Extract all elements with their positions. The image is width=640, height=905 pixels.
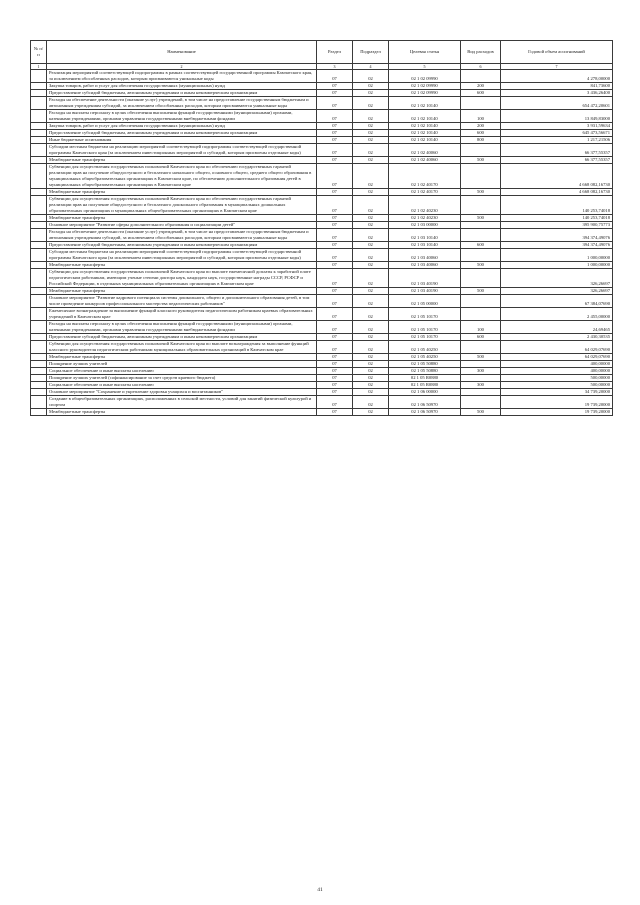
row-number-cell bbox=[31, 308, 47, 321]
page-number: 41 bbox=[317, 887, 323, 893]
row-sum-cell: 500,00000 bbox=[501, 382, 613, 389]
row-podrazdel-cell: 02 bbox=[353, 137, 389, 144]
row-razdel-cell: 07 bbox=[317, 368, 353, 375]
row-name-cell: Предоставление субсидий бюджетным, автономным учреждениям и иным некоммерческим организациям bbox=[47, 130, 317, 137]
row-target-article-cell: 02 1 05 10170 bbox=[389, 334, 461, 341]
row-expense-type-cell bbox=[461, 70, 501, 83]
row-podrazdel-cell: 02 bbox=[353, 396, 389, 409]
header-annual-sum: Годовой объем ассигнований bbox=[501, 41, 613, 64]
row-name-cell: Поощрение лучших учителей bbox=[47, 361, 317, 368]
row-expense-type-cell: 500 bbox=[461, 288, 501, 295]
row-expense-type-cell: 300 bbox=[461, 368, 501, 375]
row-number-cell bbox=[31, 83, 47, 90]
row-name-cell: Субвенции для осуществления государственных полномочий Камчатского края по обеспечению государственных гарантий реализации прав на получение общедоступного и бесплатного начального общего, основного общего, среднего общего образования в муниципальных общеобразовательных организациях в Камчатском крае, по обеспечению дополнительного образования детей в муниципальных общеобразовательных организациях в Камчатском крае bbox=[47, 164, 317, 189]
row-name-cell: Реализация мероприятий соответствующей подпрограммы в рамках соответствующей государственной программы Камчатского края, за исключением обособленных расходов, которым присваиваются уникальные коды bbox=[47, 70, 317, 83]
row-number-cell bbox=[31, 222, 47, 229]
row-target-article-cell: 02 1 03 40190 bbox=[389, 288, 461, 295]
table-row bbox=[31, 137, 613, 144]
row-sum-cell: 66 377,55357 bbox=[501, 157, 613, 164]
row-sum-cell: 2 455,00000 bbox=[501, 308, 613, 321]
row-target-article-cell: 02 1 03 10140 bbox=[389, 242, 461, 249]
row-number-cell bbox=[31, 130, 47, 137]
row-razdel-cell: 07 bbox=[317, 70, 353, 83]
row-name-cell: Основное мероприятие "Развитие кадрового потенциала системы дошкольного, общего и дополнительного образования детей, в том числе проведение конкурсов профессионального мастерства педагогических работников" bbox=[47, 295, 317, 308]
table-row bbox=[31, 144, 613, 157]
row-sum-cell: 34 739,20000 bbox=[501, 389, 613, 396]
header-name: Наименование bbox=[47, 41, 317, 64]
header-podrazdel: Подраздел bbox=[353, 41, 389, 64]
row-number-cell bbox=[31, 144, 47, 157]
column-index: 2 bbox=[47, 64, 317, 70]
row-target-article-cell: 02 1 05 R0880 bbox=[389, 375, 461, 382]
row-target-article-cell: 02 1 02 09990 bbox=[389, 70, 461, 83]
row-expense-type-cell bbox=[461, 144, 501, 157]
row-expense-type-cell: 600 bbox=[461, 334, 501, 341]
row-name-cell: Межбюджетные трансферты bbox=[47, 409, 317, 416]
row-number-cell bbox=[31, 396, 47, 409]
table-row bbox=[31, 189, 613, 196]
table-row bbox=[31, 229, 613, 242]
row-name-cell: Иные бюджетные ассигнования bbox=[47, 137, 317, 144]
table-row bbox=[31, 389, 613, 396]
row-podrazdel-cell: 02 bbox=[353, 334, 389, 341]
table-row bbox=[31, 288, 613, 295]
row-expense-type-cell bbox=[461, 229, 501, 242]
row-podrazdel-cell: 02 bbox=[353, 123, 389, 130]
column-index: 6 bbox=[461, 64, 501, 70]
row-name-cell: Предоставление субсидий бюджетным, автономным учреждениям и иным некоммерческим организациям bbox=[47, 334, 317, 341]
row-expense-type-cell: 600 bbox=[461, 90, 501, 97]
row-podrazdel-cell: 02 bbox=[353, 382, 389, 389]
row-number-cell bbox=[31, 110, 47, 123]
row-podrazdel-cell: 02 bbox=[353, 97, 389, 110]
row-number-cell bbox=[31, 389, 47, 396]
row-razdel-cell: 07 bbox=[317, 83, 353, 90]
row-sum-cell: 1 000,00000 bbox=[501, 249, 613, 262]
row-expense-type-cell bbox=[461, 269, 501, 288]
row-number-cell bbox=[31, 321, 47, 334]
row-expense-type-cell bbox=[461, 164, 501, 189]
table-row bbox=[31, 341, 613, 354]
row-razdel-cell: 07 bbox=[317, 409, 353, 416]
row-name-cell: Расходы на обеспечение деятельности (оказание услуг) учреждений, в том числе на предоставление государственным бюджетным и автономным учреждениям субсидий, за исключением обособленных расходов, которым присваиваются уникальные коды bbox=[47, 229, 317, 242]
table-row bbox=[31, 97, 613, 110]
row-razdel-cell: 07 bbox=[317, 157, 353, 164]
row-target-article-cell: 02 1 02 10140 bbox=[389, 97, 461, 110]
row-sum-cell: 1 000,00000 bbox=[501, 262, 613, 269]
row-expense-type-cell bbox=[461, 396, 501, 409]
table-row bbox=[31, 409, 613, 416]
table-row bbox=[31, 382, 613, 389]
row-target-article-cell: 02 1 05 10170 bbox=[389, 321, 461, 334]
row-target-article-cell: 02 1 02 40170 bbox=[389, 164, 461, 189]
row-razdel-cell: 07 bbox=[317, 137, 353, 144]
row-podrazdel-cell: 02 bbox=[353, 368, 389, 375]
row-razdel-cell: 07 bbox=[317, 249, 353, 262]
row-name-cell: Предоставление субсидий бюджетным, автономным учреждениям и иным некоммерческим организациям bbox=[47, 90, 317, 97]
row-number-cell bbox=[31, 354, 47, 361]
row-razdel-cell: 07 bbox=[317, 389, 353, 396]
table-row bbox=[31, 110, 613, 123]
row-podrazdel-cell: 02 bbox=[353, 144, 389, 157]
table-body bbox=[31, 70, 613, 416]
row-expense-type-cell: 600 bbox=[461, 130, 501, 137]
row-podrazdel-cell: 02 bbox=[353, 269, 389, 288]
row-razdel-cell: 07 bbox=[317, 375, 353, 382]
row-number-cell bbox=[31, 409, 47, 416]
row-expense-type-cell: 500 bbox=[461, 409, 501, 416]
table-header bbox=[31, 41, 613, 70]
row-expense-type-cell: 800 bbox=[461, 137, 501, 144]
column-index: 4 bbox=[353, 64, 389, 70]
table-row bbox=[31, 308, 613, 321]
row-number-cell bbox=[31, 123, 47, 130]
row-razdel-cell: 07 bbox=[317, 341, 353, 354]
row-sum-cell: 400,00000 bbox=[501, 361, 613, 368]
row-target-article-cell: 02 1 02 09990 bbox=[389, 83, 461, 90]
row-expense-type-cell: 300 bbox=[461, 382, 501, 389]
table-row bbox=[31, 123, 613, 130]
row-target-article-cell: 02 1 02 10140 bbox=[389, 137, 461, 144]
row-sum-cell: 326,26697 bbox=[501, 288, 613, 295]
row-expense-type-cell bbox=[461, 295, 501, 308]
row-podrazdel-cell: 02 bbox=[353, 389, 389, 396]
row-expense-type-cell: 100 bbox=[461, 110, 501, 123]
row-razdel-cell: 07 bbox=[317, 164, 353, 189]
row-sum-cell: 66 377,55357 bbox=[501, 144, 613, 157]
row-sum-cell: 4 668 082,16730 bbox=[501, 189, 613, 196]
row-sum-cell: 645 473,56671 bbox=[501, 130, 613, 137]
row-expense-type-cell: 500 bbox=[461, 354, 501, 361]
column-index: 1 bbox=[31, 64, 47, 70]
header-target-article: Целевая статья bbox=[389, 41, 461, 64]
table-row bbox=[31, 269, 613, 288]
row-name-cell: Социальное обеспечение и иные выплаты населению bbox=[47, 368, 317, 375]
row-target-article-cell: 02 1 02 40230 bbox=[389, 196, 461, 215]
row-expense-type-cell: 500 bbox=[461, 215, 501, 222]
row-razdel-cell: 07 bbox=[317, 321, 353, 334]
row-name-cell: Межбюджетные трансферты bbox=[47, 288, 317, 295]
row-name-cell: Основное мероприятие "Развитие сферы дополнительного образования и социализации детей" bbox=[47, 222, 317, 229]
row-sum-cell: 500,00000 bbox=[501, 375, 613, 382]
table-row bbox=[31, 83, 613, 90]
row-target-article-cell: 02 1 03 40060 bbox=[389, 249, 461, 262]
row-razdel-cell: 07 bbox=[317, 189, 353, 196]
row-podrazdel-cell: 02 bbox=[353, 215, 389, 222]
column-index: 3 bbox=[317, 64, 353, 70]
row-razdel-cell: 07 bbox=[317, 144, 353, 157]
row-name-cell: Межбюджетные трансферты bbox=[47, 189, 317, 196]
row-razdel-cell: 07 bbox=[317, 229, 353, 242]
row-name-cell: Межбюджетные трансферты bbox=[47, 354, 317, 361]
row-expense-type-cell bbox=[461, 249, 501, 262]
row-number-cell bbox=[31, 157, 47, 164]
row-target-article-cell: 02 1 05 40250 bbox=[389, 341, 461, 354]
row-number-cell bbox=[31, 97, 47, 110]
row-number-cell bbox=[31, 215, 47, 222]
row-razdel-cell: 07 bbox=[317, 222, 353, 229]
table-row bbox=[31, 196, 613, 215]
row-podrazdel-cell: 02 bbox=[353, 110, 389, 123]
row-podrazdel-cell: 02 bbox=[353, 375, 389, 382]
row-sum-cell: 326,26697 bbox=[501, 269, 613, 288]
row-podrazdel-cell: 02 bbox=[353, 361, 389, 368]
row-target-article-cell: 02 1 02 40230 bbox=[389, 215, 461, 222]
table-row bbox=[31, 368, 613, 375]
row-number-cell bbox=[31, 262, 47, 269]
row-number-cell bbox=[31, 249, 47, 262]
row-sum-cell: 400,00000 bbox=[501, 368, 613, 375]
row-name-cell: Субсидии местным бюджетам на реализацию мероприятий соответствующей подпрограммы соответствующей государственной программы Камчатского края (за исключением инвестиционных мероприятий и субсидий, которым присвоены отдельные коды) bbox=[47, 144, 317, 157]
row-name-cell: Субвенции для осуществления государственных полномочий Камчатского края по выплате вознаграждения за выполнение функций классного руководителя педагогическим работникам муниципальных образовательных организаций в Камчатском крае bbox=[47, 341, 317, 354]
row-number-cell bbox=[31, 229, 47, 242]
table-row bbox=[31, 396, 613, 409]
row-number-cell bbox=[31, 334, 47, 341]
row-target-article-cell: 02 1 02 40170 bbox=[389, 189, 461, 196]
row-name-cell: Поощрение лучших учителей (софинансирование за счет средств краевого бюджета) bbox=[47, 375, 317, 382]
row-razdel-cell: 07 bbox=[317, 288, 353, 295]
row-podrazdel-cell: 02 bbox=[353, 354, 389, 361]
row-podrazdel-cell: 02 bbox=[353, 229, 389, 242]
row-razdel-cell: 07 bbox=[317, 110, 353, 123]
row-name-cell: Межбюджетные трансферты bbox=[47, 215, 317, 222]
budget-table bbox=[30, 40, 613, 416]
row-number-cell bbox=[31, 90, 47, 97]
row-number-cell bbox=[31, 295, 47, 308]
row-razdel-cell: 07 bbox=[317, 123, 353, 130]
table-row bbox=[31, 164, 613, 189]
row-name-cell: Закупка товаров, работ и услуг для обеспечения государственных (муниципальных) нужд bbox=[47, 83, 317, 90]
row-podrazdel-cell: 02 bbox=[353, 157, 389, 164]
row-sum-cell: 140 253,74018 bbox=[501, 215, 613, 222]
row-expense-type-cell bbox=[461, 222, 501, 229]
row-target-article-cell: 02 1 05 40250 bbox=[389, 354, 461, 361]
row-expense-type-cell bbox=[461, 196, 501, 215]
table-row bbox=[31, 242, 613, 249]
row-target-article-cell: 02 1 06 00000 bbox=[389, 389, 461, 396]
row-razdel-cell: 07 bbox=[317, 334, 353, 341]
row-name-cell: Субсидии местным бюджетам на реализацию мероприятий соответствующей подпрограммы соответствующей государственной программы Камчатского края (за исключением инвестиционных мероприятий и субсидий, которым присвоены отдельные коды) bbox=[47, 249, 317, 262]
row-podrazdel-cell: 02 bbox=[353, 409, 389, 416]
row-name-cell: Расходы на выплаты персоналу в целях обеспечения выполнения функций государственными (муниципальными) органами, казенными учреждениями, органами управления государственными внебюджетными фондами bbox=[47, 321, 317, 334]
row-podrazdel-cell: 02 bbox=[353, 164, 389, 189]
row-podrazdel-cell: 02 bbox=[353, 321, 389, 334]
row-razdel-cell: 07 bbox=[317, 215, 353, 222]
row-razdel-cell: 07 bbox=[317, 97, 353, 110]
row-sum-cell: 3 931,59634 bbox=[501, 123, 613, 130]
row-name-cell: Межбюджетные трансферты bbox=[47, 262, 317, 269]
row-expense-type-cell bbox=[461, 375, 501, 382]
row-podrazdel-cell: 02 bbox=[353, 222, 389, 229]
row-razdel-cell: 07 bbox=[317, 295, 353, 308]
row-podrazdel-cell: 02 bbox=[353, 242, 389, 249]
row-target-article-cell: 02 1 02 10140 bbox=[389, 123, 461, 130]
row-number-cell bbox=[31, 196, 47, 215]
row-name-cell: Создание в общеобразовательных организациях, расположенных в сельской местности, условий для занятий физической культурой и спортом bbox=[47, 396, 317, 409]
row-sum-cell: 841,73600 bbox=[501, 83, 613, 90]
table-row bbox=[31, 334, 613, 341]
row-razdel-cell: 07 bbox=[317, 269, 353, 288]
row-name-cell: Межбюджетные трансферты bbox=[47, 157, 317, 164]
row-target-article-cell: 02 1 05 00000 bbox=[389, 295, 461, 308]
table-row bbox=[31, 249, 613, 262]
row-expense-type-cell: 500 bbox=[461, 262, 501, 269]
row-sum-cell: 67 384,07690 bbox=[501, 295, 613, 308]
row-number-cell bbox=[31, 288, 47, 295]
row-razdel-cell: 07 bbox=[317, 196, 353, 215]
row-expense-type-cell: 500 bbox=[461, 189, 501, 196]
row-podrazdel-cell: 02 bbox=[353, 288, 389, 295]
row-number-cell bbox=[31, 269, 47, 288]
row-razdel-cell: 07 bbox=[317, 262, 353, 269]
row-expense-type-cell: 500 bbox=[461, 157, 501, 164]
row-razdel-cell: 07 bbox=[317, 354, 353, 361]
row-sum-cell: 19 739,20000 bbox=[501, 409, 613, 416]
row-sum-cell: 394 374,49076 bbox=[501, 242, 613, 249]
table-row bbox=[31, 354, 613, 361]
row-sum-cell: 19 739,20000 bbox=[501, 396, 613, 409]
row-razdel-cell: 07 bbox=[317, 396, 353, 409]
row-expense-type-cell: 200 bbox=[461, 123, 501, 130]
header-num: № п/п bbox=[31, 41, 47, 64]
row-target-article-cell: 02 1 05 50880 bbox=[389, 368, 461, 375]
table-row bbox=[31, 295, 613, 308]
row-name-cell: Ежемесячное вознаграждение за выполнение функций классного руководителя педагогическим работникам краевых образовательных учреждений в Камчатском крае bbox=[47, 308, 317, 321]
row-target-article-cell: 02 1 05 R0880 bbox=[389, 382, 461, 389]
row-target-article-cell: 02 1 03 40190 bbox=[389, 269, 461, 288]
row-sum-cell: 395 900,75773 bbox=[501, 222, 613, 229]
row-sum-cell: 140 253,74018 bbox=[501, 196, 613, 215]
row-name-cell: Социальное обеспечение и иные выплаты населению bbox=[47, 382, 317, 389]
table-row bbox=[31, 361, 613, 368]
row-number-cell bbox=[31, 368, 47, 375]
row-podrazdel-cell: 02 bbox=[353, 308, 389, 321]
row-number-cell bbox=[31, 164, 47, 189]
row-sum-cell: 394 374,49076 bbox=[501, 229, 613, 242]
row-podrazdel-cell: 02 bbox=[353, 249, 389, 262]
row-number-cell bbox=[31, 382, 47, 389]
row-podrazdel-cell: 02 bbox=[353, 70, 389, 83]
row-number-cell bbox=[31, 242, 47, 249]
row-target-article-cell: 02 1 05 10170 bbox=[389, 308, 461, 321]
table-row bbox=[31, 90, 613, 97]
row-sum-cell: 64 029,07690 bbox=[501, 341, 613, 354]
row-sum-cell: 654 472,20601 bbox=[501, 97, 613, 110]
row-expense-type-cell bbox=[461, 361, 501, 368]
row-podrazdel-cell: 02 bbox=[353, 83, 389, 90]
row-sum-cell: 24,69465 bbox=[501, 321, 613, 334]
row-expense-type-cell: 100 bbox=[461, 321, 501, 334]
table-row bbox=[31, 157, 613, 164]
table-row bbox=[31, 375, 613, 382]
row-expense-type-cell: 600 bbox=[461, 242, 501, 249]
row-razdel-cell: 07 bbox=[317, 130, 353, 137]
row-target-article-cell: 02 1 03 10140 bbox=[389, 229, 461, 242]
row-name-cell: Субвенции для осуществления государственных полномочий Камчатского края по обеспечению государственных гарантий реализации прав на получение общедоступного и бесплатного дошкольного образования в муниципальных дошкольных образовательных организациях и муниципальных общеобразовательных организациях в Камчатском крае bbox=[47, 196, 317, 215]
row-sum-cell: 2 430,30535 bbox=[501, 334, 613, 341]
column-index: 7 bbox=[501, 64, 613, 70]
row-sum-cell: 3 436,26400 bbox=[501, 90, 613, 97]
row-sum-cell: 1 217,21506 bbox=[501, 137, 613, 144]
table-row bbox=[31, 130, 613, 137]
table-row bbox=[31, 321, 613, 334]
row-sum-cell: 64 029,07690 bbox=[501, 354, 613, 361]
row-number-cell bbox=[31, 375, 47, 382]
row-razdel-cell: 07 bbox=[317, 90, 353, 97]
row-target-article-cell: 02 1 02 09990 bbox=[389, 90, 461, 97]
row-name-cell: Расходы на выплаты персоналу в целях обеспечения выполнения функций государственными (муниципальными) органами, казенными учреждениями, органами управления государственными внебюджетными фондами bbox=[47, 110, 317, 123]
row-expense-type-cell bbox=[461, 97, 501, 110]
row-name-cell: Субвенции для осуществления государственных полномочий Камчатского края по выплате ежемесячной доплаты к заработной плате педагогическим работникам, имеющим ученые степени доктора наук, кандидата наук, государственные награды СССР, РСФСР и Российской Федерации, в отдельных муниципальных образовательных организациях в Камчатском крае bbox=[47, 269, 317, 288]
header-razdel: Раздел bbox=[317, 41, 353, 64]
row-podrazdel-cell: 02 bbox=[353, 262, 389, 269]
row-podrazdel-cell: 02 bbox=[353, 189, 389, 196]
row-name-cell: Предоставление субсидий бюджетным, автономным учреждениям и иным некоммерческим организациям bbox=[47, 242, 317, 249]
row-number-cell bbox=[31, 361, 47, 368]
row-target-article-cell: 02 1 06 50970 bbox=[389, 396, 461, 409]
row-number-cell bbox=[31, 189, 47, 196]
table-row bbox=[31, 262, 613, 269]
header-expense-type: Вид расходов bbox=[461, 41, 501, 64]
row-expense-type-cell bbox=[461, 308, 501, 321]
row-sum-cell: 4 668 082,16730 bbox=[501, 164, 613, 189]
table-row bbox=[31, 70, 613, 83]
row-razdel-cell: 07 bbox=[317, 361, 353, 368]
row-sum-cell: 4 278,00000 bbox=[501, 70, 613, 83]
row-expense-type-cell: 200 bbox=[461, 83, 501, 90]
row-target-article-cell: 02 1 05 50880 bbox=[389, 361, 461, 368]
row-expense-type-cell bbox=[461, 389, 501, 396]
row-target-article-cell: 02 1 02 40060 bbox=[389, 157, 461, 164]
row-target-article-cell: 02 1 02 10140 bbox=[389, 130, 461, 137]
row-podrazdel-cell: 02 bbox=[353, 341, 389, 354]
row-name-cell: Расходы на обеспечение деятельности (оказание услуг) учреждений, в том числе на предоставление государственным бюджетным и автономным учреждениям субсидий, за исключением обособленных расходов, которым присваиваются уникальные коды bbox=[47, 97, 317, 110]
row-name-cell: Закупка товаров, работ и услуг для обеспечения государственных (муниципальных) нужд bbox=[47, 123, 317, 130]
column-index: 5 bbox=[389, 64, 461, 70]
row-expense-type-cell bbox=[461, 341, 501, 354]
row-razdel-cell: 07 bbox=[317, 382, 353, 389]
row-number-cell bbox=[31, 70, 47, 83]
row-target-article-cell: 02 1 02 40060 bbox=[389, 144, 461, 157]
row-podrazdel-cell: 02 bbox=[353, 196, 389, 215]
table-row bbox=[31, 215, 613, 222]
row-target-article-cell: 02 1 02 10140 bbox=[389, 110, 461, 123]
row-podrazdel-cell: 02 bbox=[353, 130, 389, 137]
row-number-cell bbox=[31, 341, 47, 354]
row-target-article-cell: 02 1 03 40060 bbox=[389, 262, 461, 269]
table-row bbox=[31, 222, 613, 229]
row-target-article-cell: 02 1 06 50970 bbox=[389, 409, 461, 416]
row-target-article-cell: 02 1 03 00000 bbox=[389, 222, 461, 229]
row-name-cell: Основное мероприятие "Сохранение и укрепление здоровья учащихся и воспитанников" bbox=[47, 389, 317, 396]
row-razdel-cell: 07 bbox=[317, 308, 353, 321]
row-sum-cell: 13 849,83000 bbox=[501, 110, 613, 123]
row-podrazdel-cell: 02 bbox=[353, 90, 389, 97]
row-podrazdel-cell: 02 bbox=[353, 295, 389, 308]
row-razdel-cell: 07 bbox=[317, 242, 353, 249]
row-number-cell bbox=[31, 137, 47, 144]
